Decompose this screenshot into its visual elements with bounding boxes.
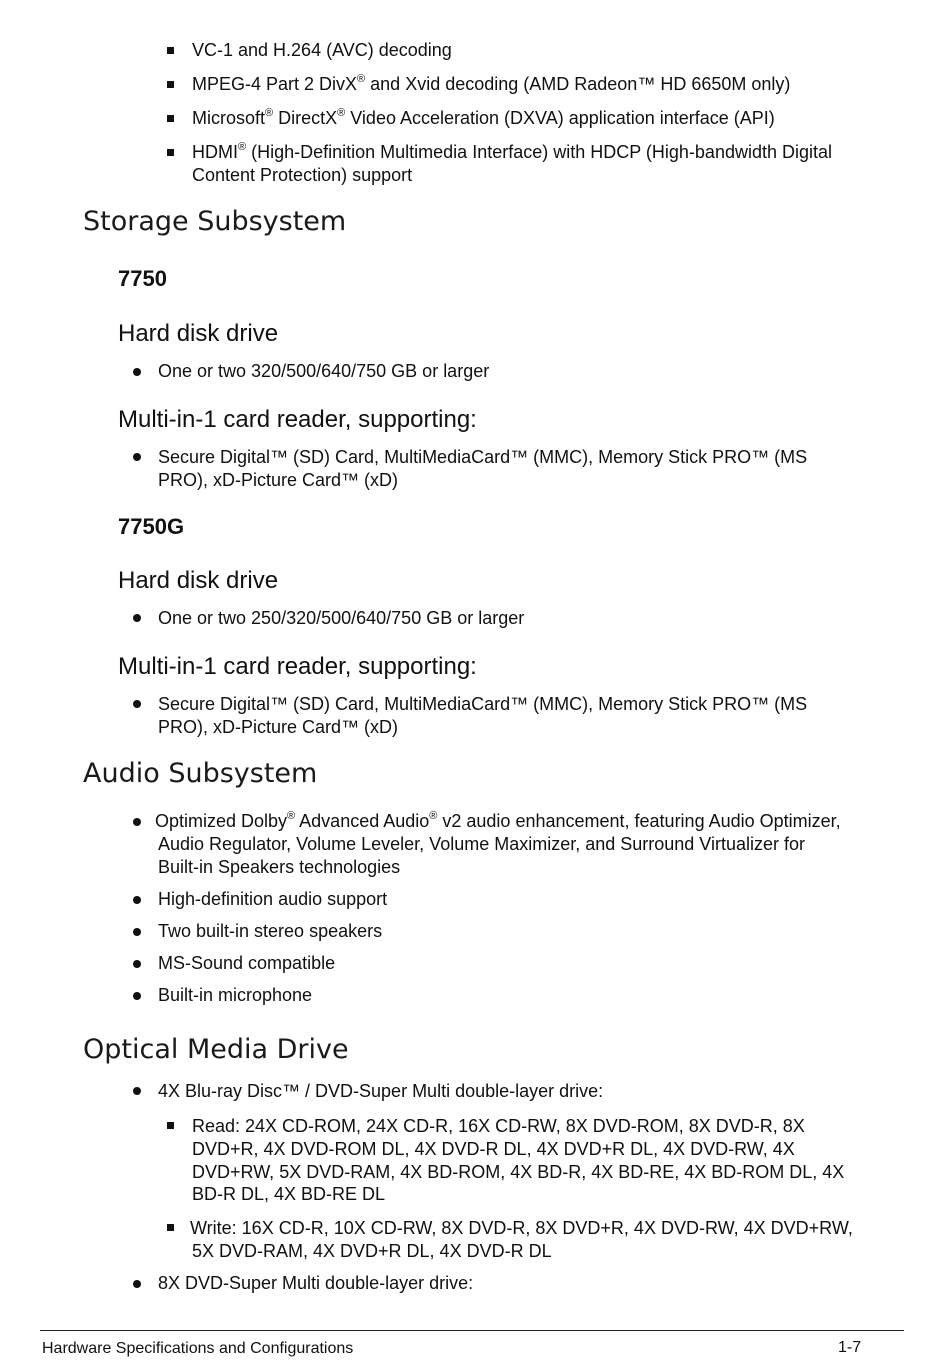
video-item-hdmi-part2: (High-Definition Multimedia Interface) with HDCP (High-bandwidth Digital	[246, 142, 833, 162]
section-title-storage: Storage Subsystem	[83, 206, 347, 237]
optical-item-dvd: 8X DVD-Super Multi double-layer drive:	[158, 1273, 474, 1293]
video-item-mpeg4-part1: MPEG-4 Part 2 DivX	[192, 74, 358, 94]
round-bullet-icon	[133, 928, 141, 936]
footer-page-number: 1-7	[838, 1339, 862, 1356]
optical-write-line: Write: 16X CD-R, 10X CD-RW, 8X DVD-R, 8X DVD+R, 4X DVD-RW, 4X DVD+RW,	[190, 1218, 853, 1238]
audio-item-dolby	[155, 810, 841, 833]
card-item-7750-line2: PRO), xD-Picture Card™ (xD)	[158, 470, 399, 490]
audio-item-dolby-part1: Optimized Dolby	[155, 811, 288, 831]
registered-mark: ®	[238, 141, 247, 153]
registered-mark: ®	[265, 107, 274, 119]
video-item-hdmi-part1: HDMI	[192, 142, 238, 162]
round-bullet-icon	[133, 992, 141, 1000]
square-bullet-icon	[167, 81, 174, 88]
card-item-7750g-line1: Secure Digital™ (SD) Card, MultiMediaCard™ (MMC), Memory Stick PRO™ (MS	[158, 694, 808, 714]
round-bullet-icon	[133, 1087, 141, 1095]
video-item-dxva-part2: DirectX	[273, 108, 338, 128]
optical-write-line: 5X DVD-RAM, 4X DVD+R DL, 4X DVD-R DL	[192, 1241, 552, 1261]
registered-mark: ®	[357, 73, 366, 85]
audio-item: Two built-in stereo speakers	[158, 921, 383, 941]
card-item-7750g-line2: PRO), xD-Picture Card™ (xD)	[158, 717, 399, 737]
video-item-dxva-part1: Microsoft	[192, 108, 266, 128]
audio-item: Built-in microphone	[158, 985, 313, 1005]
square-bullet-icon	[167, 115, 174, 122]
video-item-hdmi	[192, 141, 832, 164]
footer-section-title: Hardware Specifications and Configurations	[42, 1340, 354, 1357]
subheading-hdd-7750: Hard disk drive	[118, 320, 279, 347]
audio-item-dolby-line3: Built-in Speakers technologies	[158, 857, 401, 877]
video-item-hdmi-line2: Content Protection) support	[192, 165, 413, 185]
optical-read-line: DVD+R, 4X DVD-ROM DL, 4X DVD-R DL, 4X DVD+R DL, 4X DVD-RW, 4X	[192, 1139, 795, 1159]
card-item-7750-line1: Secure Digital™ (SD) Card, MultiMediaCard™ (MMC), Memory Stick PRO™ (MS	[158, 447, 808, 467]
audio-item-dolby-line2: Audio Regulator, Volume Leveler, Volume Maximizer, and Surround Virtualizer for	[158, 834, 806, 854]
square-bullet-icon	[167, 149, 174, 156]
video-item-mpeg4	[192, 73, 790, 96]
optical-read-line: Read: 24X CD-ROM, 24X CD-R, 16X CD-RW, 8X DVD-ROM, 8X DVD-R, 8X	[192, 1116, 805, 1136]
audio-item: MS-Sound compatible	[158, 953, 336, 973]
square-bullet-icon	[167, 47, 174, 54]
footer-divider	[40, 1330, 904, 1331]
round-bullet-icon	[133, 1280, 141, 1288]
audio-item-dolby-part3: v2 audio enhancement, featuring Audio Optimizer,	[437, 811, 841, 831]
registered-mark: ®	[337, 107, 346, 119]
square-bullet-icon	[167, 1224, 174, 1231]
round-bullet-icon	[133, 818, 141, 826]
video-item-mpeg4-part2: and Xvid decoding (AMD Radeon™ HD 6650M only)	[365, 74, 791, 94]
optical-item-bluray: 4X Blu-ray Disc™ / DVD-Super Multi double-layer drive:	[158, 1081, 604, 1101]
round-bullet-icon	[133, 368, 141, 376]
square-bullet-icon	[167, 1122, 174, 1129]
section-title-audio: Audio Subsystem	[83, 758, 318, 789]
subheading-card-reader-7750: Multi-in-1 card reader, supporting:	[118, 406, 477, 433]
model-heading-7750: 7750	[118, 266, 167, 291]
audio-item: High-definition audio support	[158, 889, 388, 909]
round-bullet-icon	[133, 896, 141, 904]
section-title-optical: Optical Media Drive	[83, 1034, 349, 1065]
subheading-hdd-7750g: Hard disk drive	[118, 567, 279, 594]
registered-mark: ®	[287, 810, 296, 822]
model-heading-7750g: 7750G	[118, 514, 185, 539]
optical-read-line: DVD+RW, 5X DVD-RAM, 4X BD-ROM, 4X BD-R, 4X BD-RE, 4X BD-ROM DL, 4X	[192, 1162, 845, 1182]
round-bullet-icon	[133, 453, 141, 461]
optical-read-line: BD-R DL, 4X BD-RE DL	[192, 1184, 386, 1204]
video-item-dxva-part3: Video Acceleration (DXVA) application interface (API)	[345, 108, 775, 128]
round-bullet-icon	[133, 614, 141, 622]
subheading-card-reader-7750g: Multi-in-1 card reader, supporting:	[118, 653, 477, 680]
registered-mark: ®	[429, 810, 438, 822]
hdd-item-7750g: One or two 250/320/500/640/750 GB or larger	[158, 608, 525, 628]
hdd-item-7750: One or two 320/500/640/750 GB or larger	[158, 361, 490, 381]
round-bullet-icon	[133, 700, 141, 708]
video-item-vc1: VC-1 and H.264 (AVC) decoding	[192, 40, 452, 60]
video-item-dxva	[192, 107, 775, 130]
round-bullet-icon	[133, 960, 141, 968]
audio-item-dolby-part2: Advanced Audio	[295, 811, 430, 831]
